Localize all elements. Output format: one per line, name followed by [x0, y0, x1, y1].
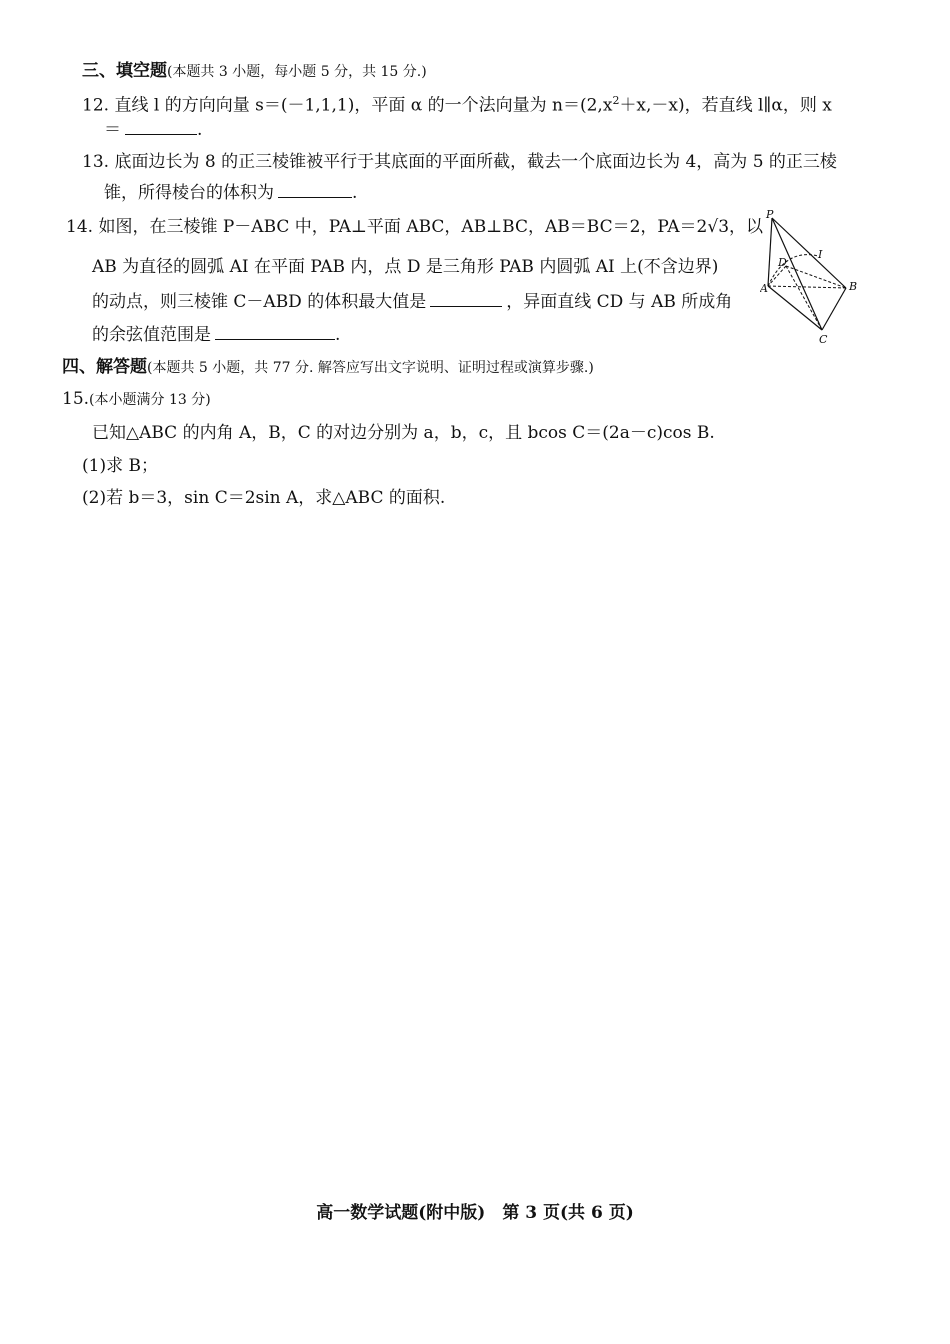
- question-12-equals: ＝: [104, 120, 121, 140]
- edge-pa: [768, 218, 772, 286]
- edge-bc: [822, 288, 846, 330]
- section3-title: 三、填空题: [82, 61, 167, 81]
- question-12-superscript: 2: [612, 94, 620, 107]
- section4-note: (本题共 5 小题，共 77 分. 解答应写出文字说明、证明过程或演算步骤.): [147, 360, 594, 376]
- question-14-line1: [66, 216, 763, 238]
- label-d: D: [778, 256, 787, 269]
- segment-ad: [768, 266, 786, 286]
- label-a: A: [760, 282, 768, 295]
- question-12-answer-blank[interactable]: [125, 118, 197, 135]
- section4-title: 四、解答题: [62, 357, 147, 377]
- question-15-part1: (1)求 B；: [82, 456, 158, 476]
- question-12-line2: ＝ .: [104, 120, 203, 140]
- edge-pb: [772, 218, 846, 288]
- edge-ac: [768, 286, 822, 330]
- question-12-number: 12.: [82, 95, 110, 116]
- question-13-line2: 锥，所得棱台的体积为 .: [104, 183, 358, 203]
- label-b: B: [849, 280, 858, 293]
- question-14-text-1: 如图，在三棱锥 P－ABC 中，PA⊥平面 ABC，AB⊥BC，AB＝BC＝2，PA＝2√3，以: [98, 217, 764, 237]
- question-14-answer-blank-1[interactable]: [430, 290, 502, 307]
- question-14-text-4: 的余弦值范围是: [92, 325, 211, 345]
- question-15-header: [62, 388, 211, 411]
- question-14-line4: 的余弦值范围是 .: [92, 325, 341, 345]
- question-15-score: (本小题满分 13 分): [89, 392, 211, 408]
- question-14-text-2: AB 为直径的圆弧 AI 在平面 PAB 内，点 D 是三角形 PAB 内圆弧 AI 上(不含边界): [92, 257, 719, 277]
- question-12-text-a: 直线 l 的方向向量 s＝(－1,1,1)，平面 α 的一个法向量为 n＝(2,x: [114, 95, 613, 116]
- question-15-part2: (2)若 b＝3，sin C＝2sin A，求△ABC 的面积.: [82, 488, 446, 508]
- question-14-line3: [92, 290, 732, 313]
- section3-heading: [82, 60, 427, 83]
- question-13-number: 13.: [82, 152, 110, 172]
- question-14-number: 14.: [66, 217, 94, 237]
- segment-cd: [786, 266, 822, 330]
- question-14-text-3a: 的动点，则三棱锥 C－ABD 的体积最大值是: [92, 292, 427, 312]
- question-13-text-2: 锥，所得棱台的体积为: [104, 183, 274, 203]
- question-14-answer-blank-2[interactable]: [215, 323, 335, 340]
- page-footer: 高一数学试题(附中版) 第 3 页(共 6 页): [316, 1203, 634, 1223]
- question-15-stem: 已知△ABC 的内角 A，B，C 的对边分别为 a，b，c，且 bcos C＝(2a－c)cos B.: [92, 423, 715, 443]
- question-12-text-b: ＋x,－x)，若直线 l∥α，则 x: [619, 95, 832, 116]
- question-13-line1: [82, 151, 837, 173]
- question-13-text-1: 底面边长为 8 的正三棱锥被平行于其底面的平面所截，截去一个底面边长为 4，高为 5 的正三棱: [114, 152, 837, 172]
- question-14-text-3b: ，异面直线 CD 与 AB 所成角: [506, 292, 733, 312]
- section4-heading: [62, 356, 594, 379]
- arc-ai: [768, 255, 818, 286]
- pyramid-figure: [760, 208, 870, 348]
- section3-note: (本题共 3 小题，每小题 5 分，共 15 分.): [167, 64, 427, 80]
- question-13-answer-blank[interactable]: [278, 181, 352, 198]
- label-i: I: [818, 248, 823, 261]
- question-15-number: 15.: [62, 389, 90, 409]
- edge-ab-hidden: [768, 286, 846, 288]
- label-p: P: [766, 208, 774, 221]
- question-14-line2: [92, 256, 718, 278]
- label-c: C: [819, 333, 828, 346]
- question-12-line1: [82, 90, 832, 117]
- edge-pc: [772, 218, 822, 330]
